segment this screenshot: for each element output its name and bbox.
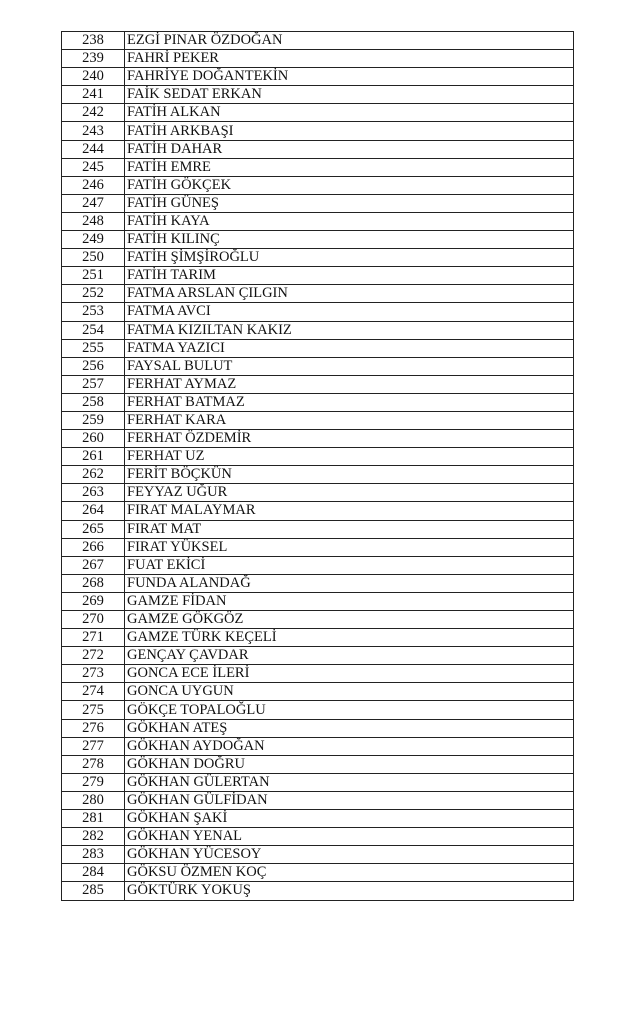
row-number: 244 [62, 140, 125, 158]
row-number: 278 [62, 755, 125, 773]
row-name: FERHAT UZ [125, 448, 574, 466]
row-name: GÖKHAN DOĞRU [125, 755, 574, 773]
row-number: 257 [62, 375, 125, 393]
row-name: FERHAT AYMAZ [125, 375, 574, 393]
row-number: 272 [62, 647, 125, 665]
row-name: FIRAT YÜKSEL [125, 538, 574, 556]
table-row [62, 231, 574, 249]
row-name: GENÇAY ÇAVDAR [125, 647, 574, 665]
table-row [62, 375, 574, 393]
row-number: 238 [62, 32, 125, 50]
row-number: 253 [62, 303, 125, 321]
row-number: 266 [62, 538, 125, 556]
table-row [62, 430, 574, 448]
table-row [62, 773, 574, 791]
row-number: 276 [62, 719, 125, 737]
row-name: FATİH KILINÇ [125, 231, 574, 249]
row-name: GÖKHAN ŞAKİ [125, 810, 574, 828]
table-row [62, 647, 574, 665]
row-name: FIRAT MALAYMAR [125, 502, 574, 520]
row-number: 255 [62, 339, 125, 357]
row-number: 280 [62, 791, 125, 809]
row-name: GONCA ECE İLERİ [125, 665, 574, 683]
row-number: 271 [62, 629, 125, 647]
row-number: 251 [62, 267, 125, 285]
row-name: FATİH ALKAN [125, 104, 574, 122]
row-number: 284 [62, 864, 125, 882]
row-number: 269 [62, 592, 125, 610]
row-number: 245 [62, 158, 125, 176]
table-row [62, 574, 574, 592]
row-number: 275 [62, 701, 125, 719]
row-name: GÖKHAN GÜLFİDAN [125, 791, 574, 809]
row-name: GÖKHAN ATEŞ [125, 719, 574, 737]
table-row [62, 882, 574, 900]
table-row [62, 701, 574, 719]
row-number: 270 [62, 611, 125, 629]
table-row [62, 864, 574, 882]
row-name: FIRAT MAT [125, 520, 574, 538]
row-name: GÖKTÜRK YOKUŞ [125, 882, 574, 900]
row-number: 274 [62, 683, 125, 701]
row-number: 263 [62, 484, 125, 502]
row-number: 285 [62, 882, 125, 900]
row-name: FERHAT ÖZDEMİR [125, 430, 574, 448]
table-row [62, 810, 574, 828]
row-name: FAHRİYE DOĞANTEKİN [125, 68, 574, 86]
name-list-table [61, 31, 574, 901]
table-row [62, 267, 574, 285]
row-number: 242 [62, 104, 125, 122]
row-name: FAHRİ PEKER [125, 50, 574, 68]
row-number: 277 [62, 737, 125, 755]
table-row [62, 538, 574, 556]
table-row [62, 755, 574, 773]
row-number: 252 [62, 285, 125, 303]
row-name: EZGİ PINAR ÖZDOĞAN [125, 32, 574, 50]
row-number: 246 [62, 176, 125, 194]
table-row [62, 556, 574, 574]
row-name: FERİT BÖÇKÜN [125, 466, 574, 484]
table-row [62, 520, 574, 538]
table-row [62, 50, 574, 68]
table-row [62, 629, 574, 647]
row-number: 268 [62, 574, 125, 592]
row-number: 267 [62, 556, 125, 574]
row-name: GÖKHAN GÜLERTAN [125, 773, 574, 791]
row-name: FATİH GÖKÇEK [125, 176, 574, 194]
table-row [62, 592, 574, 610]
row-name: FATİH KAYA [125, 212, 574, 230]
table-row [62, 194, 574, 212]
row-number: 240 [62, 68, 125, 86]
row-number: 281 [62, 810, 125, 828]
table-row [62, 68, 574, 86]
row-name: FAYSAL BULUT [125, 357, 574, 375]
row-name: GONCA UYGUN [125, 683, 574, 701]
row-name: GÖKSU ÖZMEN KOÇ [125, 864, 574, 882]
row-number: 247 [62, 194, 125, 212]
row-name: FATİH ŞİMŞİROĞLU [125, 249, 574, 267]
table-row [62, 791, 574, 809]
row-number: 254 [62, 321, 125, 339]
row-number: 258 [62, 393, 125, 411]
row-number: 283 [62, 846, 125, 864]
table-row [62, 737, 574, 755]
row-name: GÖKHAN AYDOĞAN [125, 737, 574, 755]
table-row [62, 502, 574, 520]
row-name: FATİH EMRE [125, 158, 574, 176]
row-number: 260 [62, 430, 125, 448]
row-number: 273 [62, 665, 125, 683]
row-name: GAMZE TÜRK KEÇELİ [125, 629, 574, 647]
row-name: FEYYAZ UĞUR [125, 484, 574, 502]
row-number: 249 [62, 231, 125, 249]
table-row [62, 393, 574, 411]
row-number: 282 [62, 828, 125, 846]
row-name: GÖKHAN YENAL [125, 828, 574, 846]
table-row [62, 357, 574, 375]
table-row [62, 212, 574, 230]
row-name: FATİH ARKBAŞI [125, 122, 574, 140]
table-row [62, 32, 574, 50]
table-row [62, 719, 574, 737]
table-row [62, 339, 574, 357]
table-row [62, 683, 574, 701]
row-number: 264 [62, 502, 125, 520]
table-row [62, 140, 574, 158]
row-name: FAİK SEDAT ERKAN [125, 86, 574, 104]
table-row [62, 448, 574, 466]
row-name: FUNDA ALANDAĞ [125, 574, 574, 592]
row-name: FATİH TARIM [125, 267, 574, 285]
table-row [62, 285, 574, 303]
row-name: FUAT EKİCİ [125, 556, 574, 574]
table-row [62, 158, 574, 176]
table-row [62, 303, 574, 321]
table-row [62, 484, 574, 502]
row-number: 241 [62, 86, 125, 104]
row-number: 279 [62, 773, 125, 791]
row-name: FATİH GÜNEŞ [125, 194, 574, 212]
row-name: FATMA AVCI [125, 303, 574, 321]
row-number: 239 [62, 50, 125, 68]
row-number: 261 [62, 448, 125, 466]
row-number: 243 [62, 122, 125, 140]
table-row [62, 411, 574, 429]
row-number: 256 [62, 357, 125, 375]
row-number: 248 [62, 212, 125, 230]
row-name: GÖKHAN YÜCESOY [125, 846, 574, 864]
row-name: GÖKÇE TOPALOĞLU [125, 701, 574, 719]
table-row [62, 104, 574, 122]
table-row [62, 321, 574, 339]
row-number: 265 [62, 520, 125, 538]
table-row [62, 122, 574, 140]
row-name: FATMA KIZILTAN KAKIZ [125, 321, 574, 339]
table-row [62, 611, 574, 629]
row-name: FERHAT KARA [125, 411, 574, 429]
table-row [62, 86, 574, 104]
row-name: FATİH DAHAR [125, 140, 574, 158]
row-number: 262 [62, 466, 125, 484]
row-number: 259 [62, 411, 125, 429]
row-name: FERHAT BATMAZ [125, 393, 574, 411]
row-name: FATMA YAZICI [125, 339, 574, 357]
table-row [62, 846, 574, 864]
row-name: FATMA ARSLAN ÇILGIN [125, 285, 574, 303]
table-row [62, 249, 574, 267]
table-row [62, 828, 574, 846]
row-name: GAMZE FİDAN [125, 592, 574, 610]
row-name: GAMZE GÖKGÖZ [125, 611, 574, 629]
name-list-body [62, 32, 574, 901]
table-row [62, 466, 574, 484]
table-row [62, 176, 574, 194]
row-number: 250 [62, 249, 125, 267]
table-row [62, 665, 574, 683]
